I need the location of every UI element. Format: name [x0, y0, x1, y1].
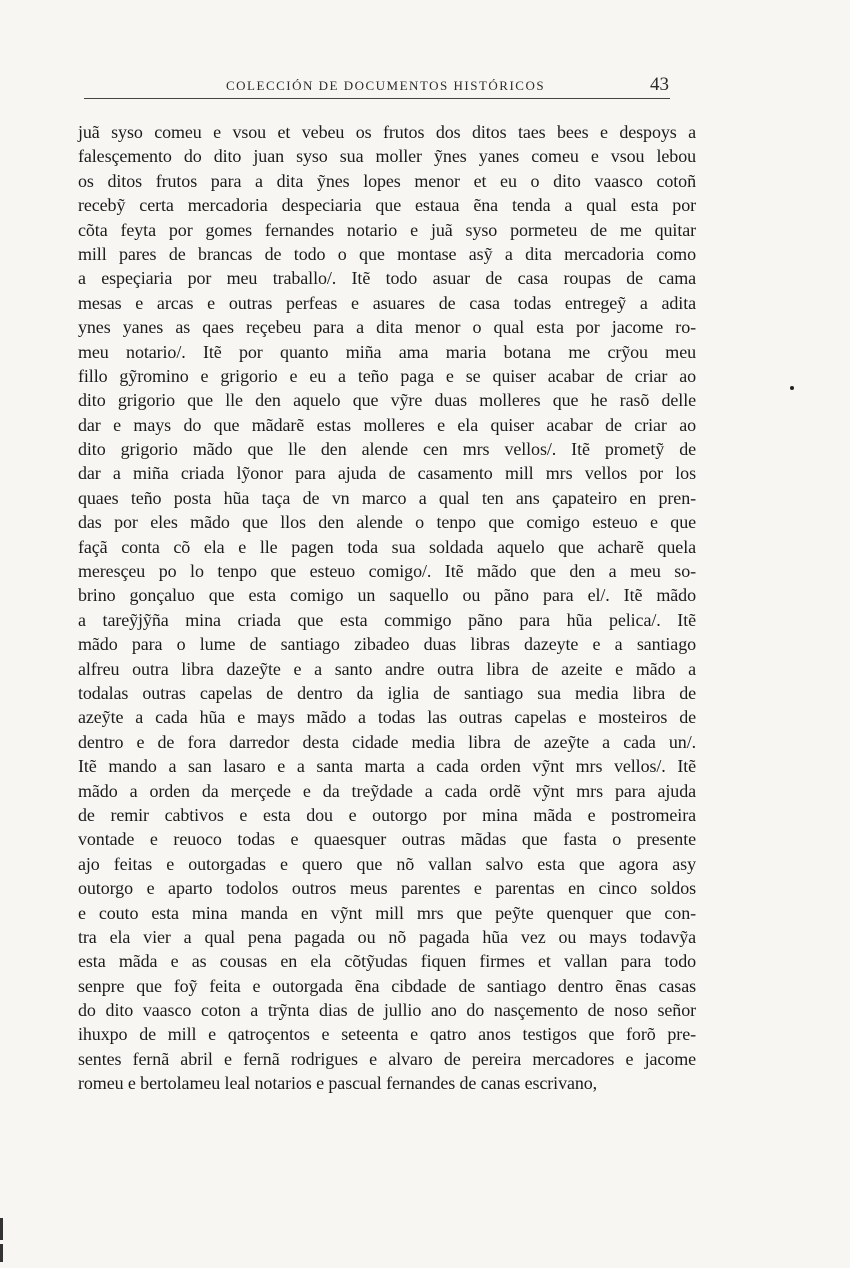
- text-line: esta mãda e as cousas en ela cõtỹudas fiquen firmes et vallan para todo: [78, 951, 696, 972]
- text-line: alfreu outra libra dazeỹte e a santo andre outra libra de azeite e mãdo a: [78, 658, 696, 679]
- text-line: mill pares de brancas de todo o que montase asỹ a dita mercadoria como: [78, 243, 696, 264]
- text-line: a tareỹjỹña mina criada que esta commigo pãno para hũa pelica/. Itẽ: [78, 609, 696, 630]
- text-line: do dito vaasco coton a trỹnta dias de jullio ano do nasçemento de noso señor: [78, 1000, 696, 1021]
- text-line: de remir cabtivos e esta dou e outorgo por mina mãda e postromeira: [78, 804, 696, 825]
- header-rule: [84, 98, 670, 99]
- text-line: ynes yanes as qaes reçebeu para a dita menor o qual esta por jacome ro-: [78, 317, 696, 338]
- text-line: romeu e bertolameu leal notarios e pascual fernandes de canas escrivano,: [78, 1073, 598, 1094]
- text-line: mãdo a orden da merçede e da treỹdade a cada ordẽ vỹnt mrs para ajuda: [78, 780, 696, 801]
- text-line: mãdo para o lume de santiago zibadeo duas libras dazeyte e a santiago: [78, 634, 696, 655]
- text-line: dito grigorio que lle den aquelo que vỹre duas molleres que he rasõ delle: [78, 390, 696, 411]
- page-number: 43: [650, 74, 669, 95]
- text-line: ihuxpo de mill e qatroçentos e seteenta e qatro anos testigos que forõ pre-: [78, 1024, 696, 1045]
- text-line: dentro e de fora darredor desta cidade media libra de azeỹte a cada un/.: [78, 731, 696, 752]
- text-line: cõta feyta por gomes fernandes notario e juã syso pormeteu de me quitar: [78, 219, 696, 240]
- running-header: [84, 72, 674, 98]
- text-line: azeỹte a cada hũa e mays mãdo a todas las outras capelas e mosteiros de: [78, 707, 696, 728]
- scan-edge-mark: [0, 1218, 3, 1240]
- ink-speck: [790, 386, 794, 390]
- text-line: Itẽ mando a san lasaro e a santa marta a cada orden vỹnt mrs vellos/. Itẽ: [78, 756, 696, 777]
- text-line: meu notario/. Itẽ por quanto miña ama maria botana me crỹou meu: [78, 341, 696, 362]
- text-line: recebỹ certa mercadoria despeciaria que estaua ẽna tenda a qual esta por: [78, 195, 696, 216]
- text-line: e couto esta mina manda en vỹnt mill mrs que peỹte quenquer que con-: [78, 902, 696, 923]
- text-line: tra ela vier a qual pena pagada ou nõ pagada hũa vez ou mays todavỹa: [78, 926, 696, 947]
- text-line: sentes fernã abril e fernã rodrigues e alvaro de pereira mercadores e jacome: [78, 1048, 696, 1069]
- text-line: mesas e arcas e outras perfeas e asuares de casa todas entregeỹ a adita: [78, 292, 696, 313]
- text-line: senpre que foỹ feita e outorgada ẽna cibdade de santiago dentro ẽnas casas: [78, 975, 696, 996]
- text-line: falesçemento do dito juan syso sua moller ỹnes yanes comeu e vsou lebou: [78, 146, 696, 167]
- text-line: todalas outras capelas de dentro da iglia de santiago sua media libra de: [78, 682, 696, 703]
- text-line: dar a miña criada lỹonor para ajuda de casamento mill mrs vellos por los: [78, 463, 696, 484]
- scan-edge-mark: [0, 1244, 3, 1262]
- text-line: outorgo e aparto todolos outros meus parentes e parentas en cinco soldos: [78, 878, 696, 899]
- text-line: juã syso comeu e vsou et vebeu os frutos dos ditos taes bees e despoys a: [78, 122, 696, 142]
- running-title: COLECCIÓN DE DOCUMENTOS HISTÓRICOS: [226, 78, 546, 93]
- text-line: meresçeu po lo tenpo que esteuo comigo/. Itẽ mãdo que den a meu so-: [78, 561, 696, 582]
- text-line: fillo gỹromino e grigorio e eu a teño paga e se quiser acabar de criar ao: [78, 365, 696, 386]
- document-body: [78, 120, 696, 1096]
- text-line: quaes teño posta hũa taça de vn marco a qual ten ans çapateiro en pren-: [78, 487, 696, 508]
- text-line: os ditos frutos para a dita ỹnes lopes menor et eu o dito vaasco cotoñ: [78, 170, 696, 191]
- text-line: dito grigorio mãdo que lle den alende cen mrs vellos/. Itẽ prometỹ de: [78, 439, 696, 460]
- text-line: façã conta cõ ela e lle pagen toda sua soldada aquelo que acharẽ quela: [78, 536, 696, 557]
- text-line: das por eles mãdo que llos den alende o tenpo que comigo esteuo e que: [78, 512, 696, 533]
- text-line: ajo feitas e outorgadas e quero que nõ vallan salvo esta que agora asy: [78, 853, 696, 874]
- text-line: brino gonçaluo que esta comigo un saquello ou pãno para el/. Itẽ mãdo: [78, 585, 696, 606]
- text-line: dar e mays do que mãdarẽ estas molleres e ela quiser acabar de criar ao: [78, 414, 696, 435]
- text-line: vontade e reuoco todas e quaesquer outras mãdas que fasta o presente: [78, 829, 696, 850]
- text-line: a espeçiaria por meu traballo/. Itẽ todo asuar de casa roupas de cama: [78, 268, 696, 289]
